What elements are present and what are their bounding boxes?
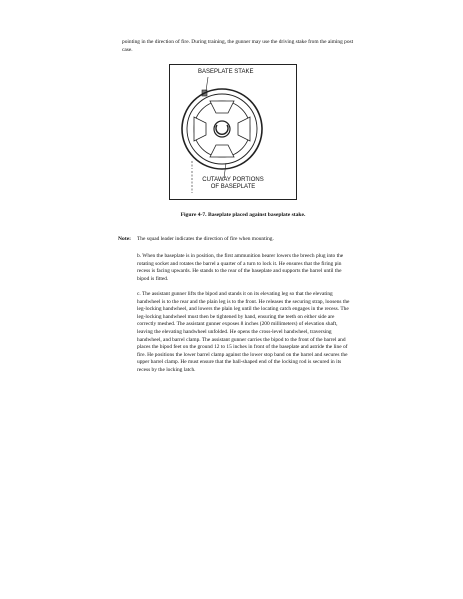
label-cutaway-line1: CUTAWAY PORTIONS [202,177,264,183]
paragraph-b: b. When the baseplate is in position, the first ammunition bearer lowers the breech plug into the rotating socket and rotates the barrel a quarter of a turn to lock it. He ensures that the firing pin recess is facing upwards. He stands to the rear of the baseplate and supports the barrel until the bipod is fitted. [137,253,344,282]
cutaway-leader-line [224,163,226,178]
stake-leader-line [206,77,208,91]
figure-baseplate [169,64,297,200]
paragraph-c: c. The assistant gunner lifts the bipod and stands it on its elevating leg so that the elevating handwheel is to the rear and the plain leg is to the front. He releases the securing strap, loosens the leg-locking handwheel, and lowers the plain leg until the locating catch engages in the recess. The leg-locking handwheel must then be tightened by hand, ensuring the teeth on either side are correctly meshed. The assistant gunner exposes 8 inches (200 millimeters) of elevation shaft, leaving the elevating handwheel unfolded. He opens the cross-level handwheel, traversing handwheel, and barrel clamp. The assistant gunner carries the bipod to the front of the barrel and places the bipod feet on the ground 12 to 15 inches in front of the baseplate and astride the line of fire. He positions the lower barrel clamp against the lower stop band on the barrel and secures the upper barrel clamp. He must ensure that the ball-shaped end of the locking rod is secured in its recess by the locking latch. [137,291,350,373]
intro-paragraph: pointing in the direction of fire. During training, the gunner may use the driving stake from the aiming post case. [122,39,354,53]
note-label: Note: [118,236,132,242]
label-cutaway [200,177,266,191]
socket-inner [216,125,228,134]
figure-caption: Figure 4-7. Baseplate placed against baseplate stake. [180,212,306,218]
label-baseplate-stake: BASEPLATE STAKE [198,69,254,75]
note-text: The squad leader indicates the direction of fire when mounting. [137,236,274,242]
label-cutaway-line2: OF BASEPLATE [210,184,256,190]
